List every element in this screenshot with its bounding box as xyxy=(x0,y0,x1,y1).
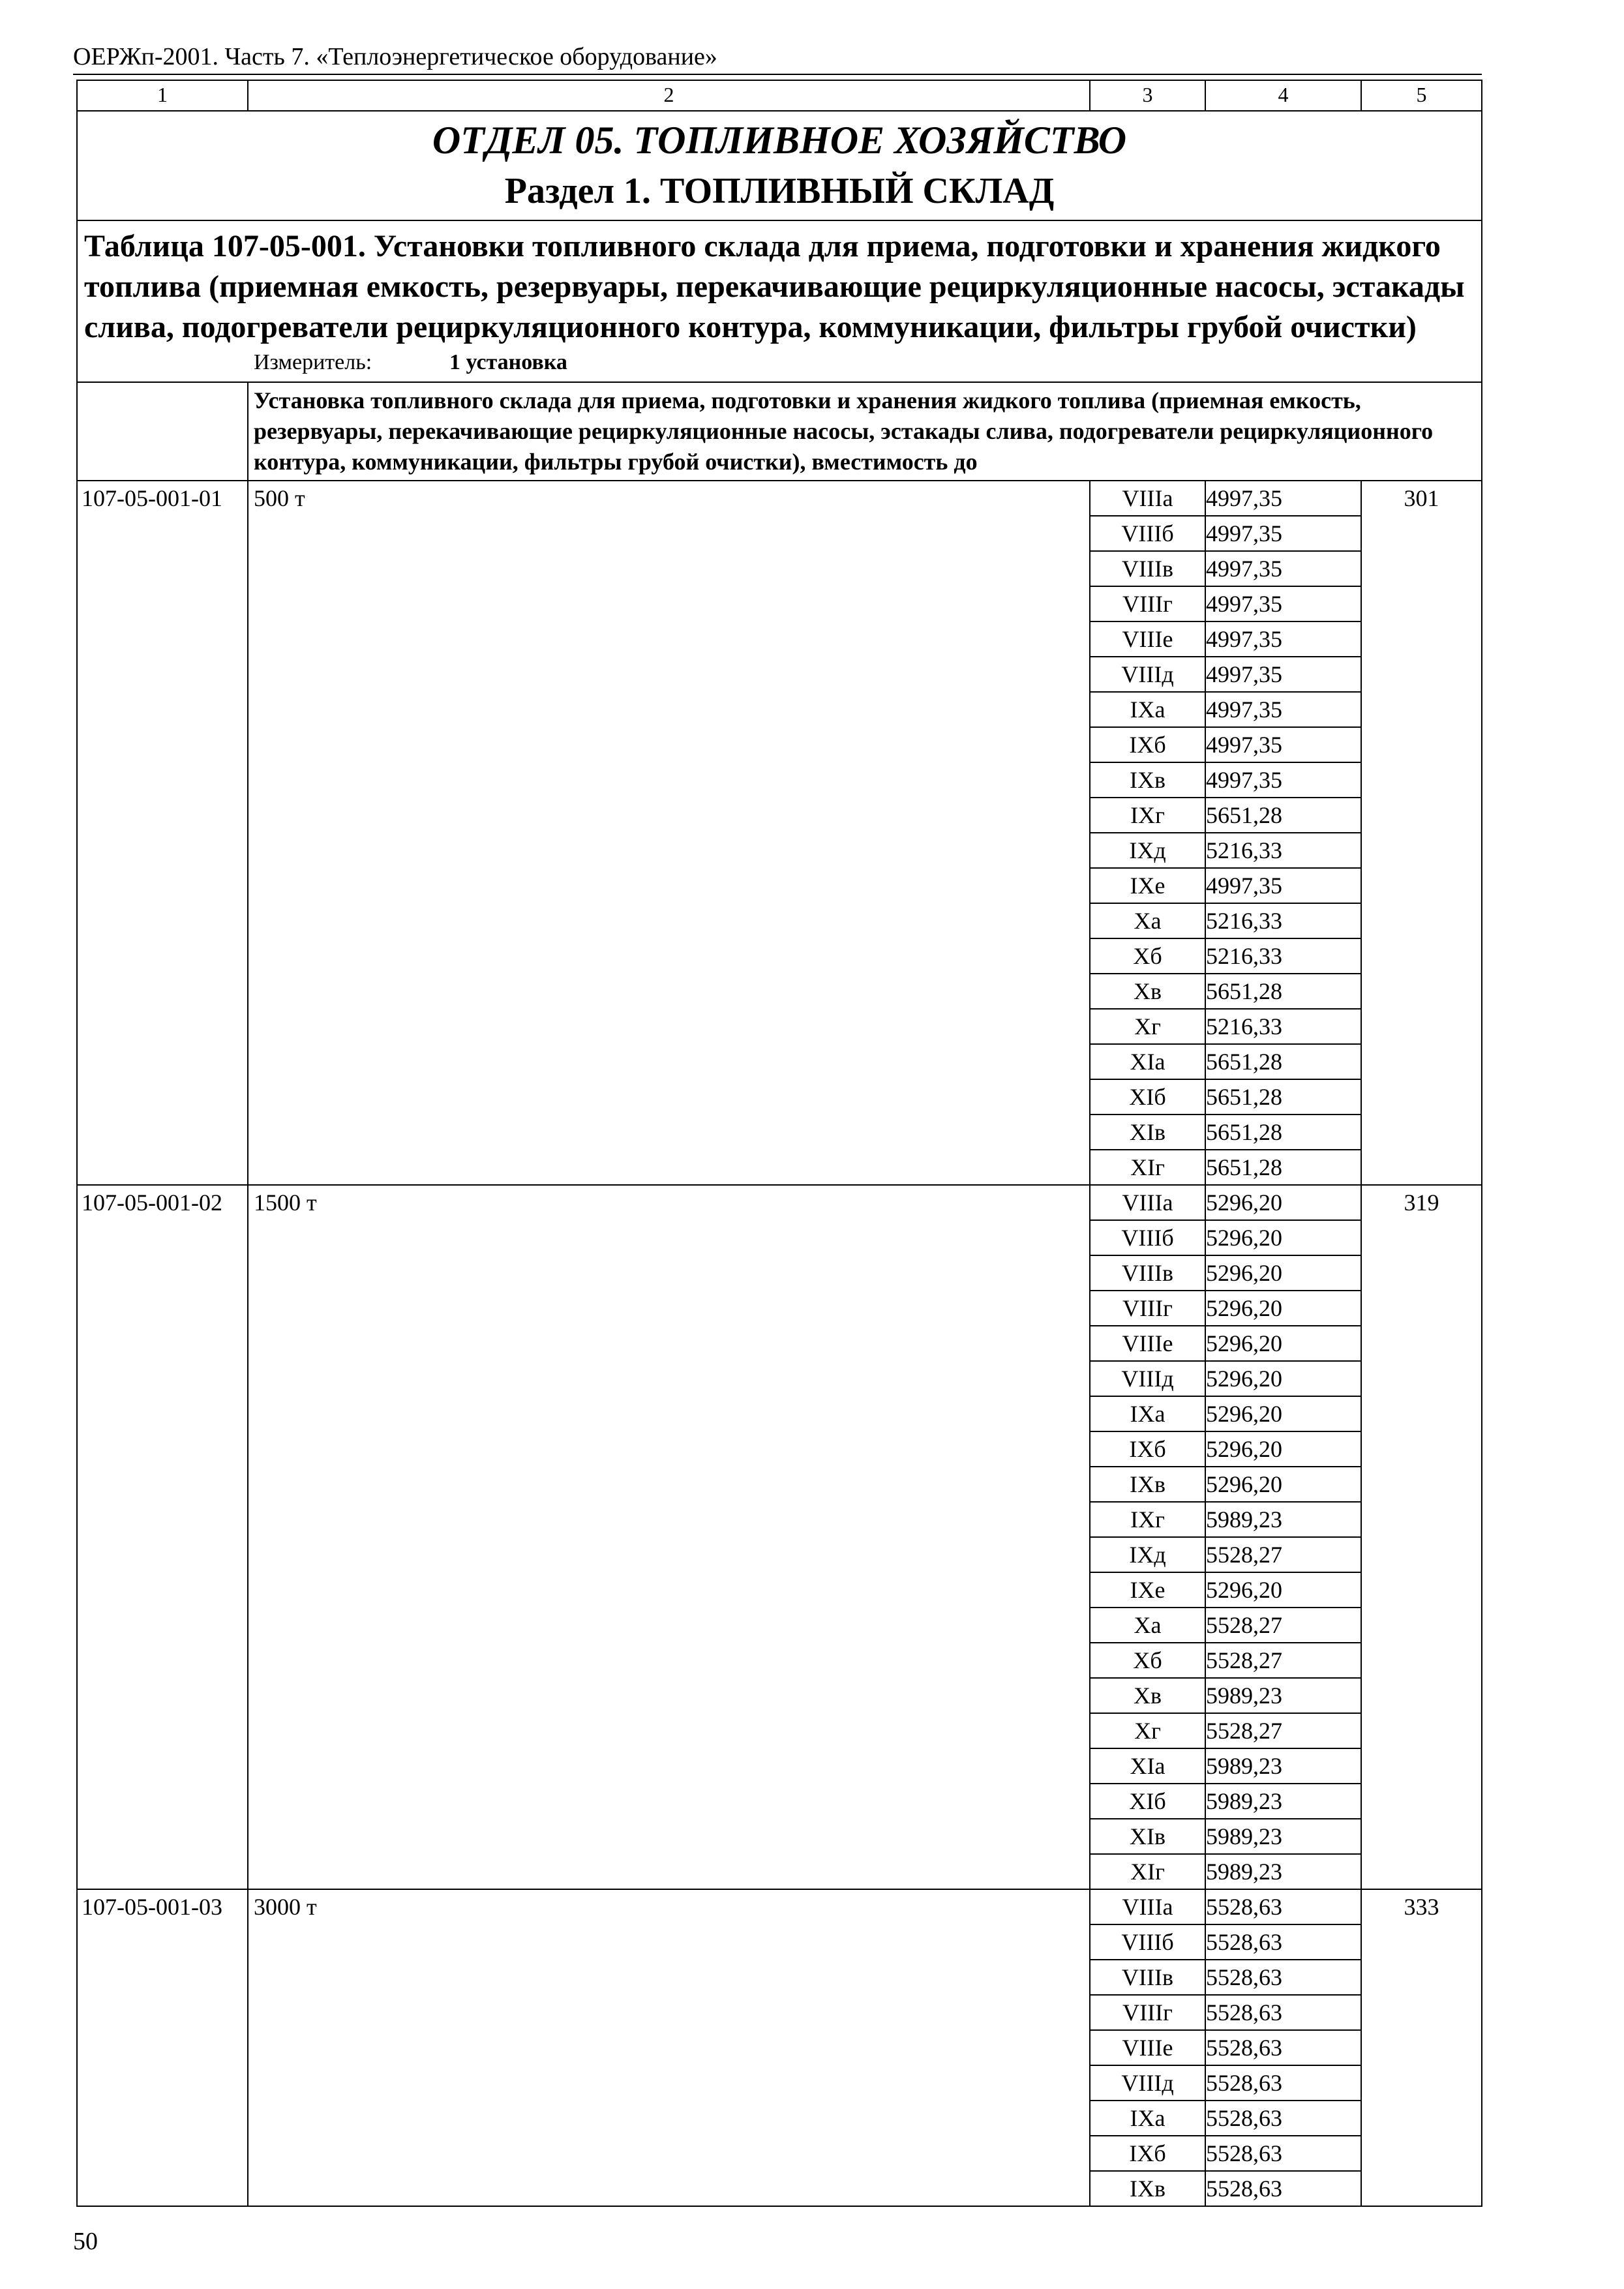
price-cell: 5528,63 xyxy=(1205,1995,1361,2030)
running-header: ОЕРЖп-2001. Часть 7. «Теплоэнергетическое оборудование» xyxy=(73,43,717,70)
price-cell: 4997,35 xyxy=(1205,481,1361,516)
zone-cell: IXа xyxy=(1090,1396,1205,1431)
price-cell: 5528,27 xyxy=(1205,1608,1361,1643)
description: Установка топливного склада для приема, подготовки и хранения жидкого топлива (приемная емкость, резервуары, перекачивающие рециркуляционные насосы, эстакады слива, подогреватели рециркуляционного контура, коммуникации, фильтры грубой очистки), вместимость до xyxy=(248,382,1482,481)
rate-code: 107-05-001-03 xyxy=(77,1889,248,2206)
column-number: 3 xyxy=(1090,80,1205,111)
price-cell: 5216,33 xyxy=(1205,833,1361,868)
zone-cell: IXа xyxy=(1090,2101,1205,2136)
price-cell: 5528,27 xyxy=(1205,1643,1361,1678)
zone-cell: XIв xyxy=(1090,1819,1205,1854)
column-number: 5 xyxy=(1361,80,1482,111)
zone-cell: XIв xyxy=(1090,1115,1205,1150)
rate-code: 107-05-001-01 xyxy=(77,481,248,1185)
price-cell: 5651,28 xyxy=(1205,974,1361,1009)
zone-cell: VIIIа xyxy=(1090,1889,1205,1924)
price-cell: 5296,20 xyxy=(1205,1467,1361,1502)
price-cell: 5296,20 xyxy=(1205,1572,1361,1608)
price-cell: 5651,28 xyxy=(1205,1115,1361,1150)
price-cell: 5651,28 xyxy=(1205,1150,1361,1185)
price-cell: 5528,63 xyxy=(1205,2171,1361,2206)
description-spacer xyxy=(77,382,248,481)
price-cell: 4997,35 xyxy=(1205,551,1361,586)
zone-cell: Xб xyxy=(1090,1643,1205,1678)
price-cell: 5651,28 xyxy=(1205,1044,1361,1079)
zone-cell: IXв xyxy=(1090,2171,1205,2206)
zone-cell: IXб xyxy=(1090,727,1205,762)
zone-cell: VIIIг xyxy=(1090,586,1205,621)
price-cell: 5528,63 xyxy=(1205,1960,1361,1995)
zone-cell: IXв xyxy=(1090,762,1205,798)
zone-cell: VIIIв xyxy=(1090,1255,1205,1291)
column-number: 4 xyxy=(1205,80,1361,111)
price-cell: 5528,63 xyxy=(1205,2030,1361,2065)
column-number-row xyxy=(77,80,1482,111)
zone-cell: VIIIе xyxy=(1090,621,1205,657)
table-row xyxy=(77,1889,1482,1924)
title-row xyxy=(77,111,1482,220)
zone-cell: Xв xyxy=(1090,974,1205,1009)
price-cell: 5216,33 xyxy=(1205,1009,1361,1044)
zone-cell: IXв xyxy=(1090,1467,1205,1502)
table-title-cell xyxy=(77,220,1482,382)
table-row xyxy=(77,1185,1482,1220)
measure-line xyxy=(254,348,1475,378)
zone-cell: VIIIб xyxy=(1090,516,1205,551)
price-cell: 5528,63 xyxy=(1205,1924,1361,1960)
price-cell: 4997,35 xyxy=(1205,586,1361,621)
zone-cell: XIг xyxy=(1090,1854,1205,1889)
price-cell: 4997,35 xyxy=(1205,657,1361,692)
zone-cell: Xа xyxy=(1090,1608,1205,1643)
table-title-row xyxy=(77,220,1482,382)
zone-cell: IXб xyxy=(1090,1431,1205,1467)
department-title: ОТДЕЛ 05. ТОПЛИВНОЕ ХОЗЯЙСТВО xyxy=(432,119,1127,162)
price-cell: 5651,28 xyxy=(1205,1079,1361,1115)
price-cell: 5216,33 xyxy=(1205,903,1361,938)
measure-label: Измеритель: xyxy=(254,350,372,374)
capacity-name: 500 т xyxy=(248,481,1090,1185)
title-cell xyxy=(77,111,1482,220)
zone-cell: XIа xyxy=(1090,1748,1205,1784)
price-cell: 4997,35 xyxy=(1205,692,1361,727)
capacity-name: 3000 т xyxy=(248,1889,1090,2206)
capacity-name: 1500 т xyxy=(248,1185,1090,1889)
zone-cell: VIIIе xyxy=(1090,2030,1205,2065)
price-cell: 5651,28 xyxy=(1205,798,1361,833)
zone-cell: IXб xyxy=(1090,2136,1205,2171)
page-number: 50 xyxy=(73,2228,98,2255)
zone-cell: IXе xyxy=(1090,1572,1205,1608)
price-cell: 5296,20 xyxy=(1205,1361,1361,1396)
price-cell: 5989,23 xyxy=(1205,1854,1361,1889)
price-cell: 5528,63 xyxy=(1205,1889,1361,1924)
zone-cell: Xв xyxy=(1090,1678,1205,1713)
zone-cell: VIIIе xyxy=(1090,1326,1205,1361)
price-cell: 5528,27 xyxy=(1205,1537,1361,1572)
zone-cell: Xа xyxy=(1090,903,1205,938)
table-title: Таблица 107-05-001. Установки топливного склада для приема, подготовки и хранения жидкого топлива (приемная емкость, резервуары, перекачивающие рециркуляционные насосы, эстакады слива, подогреватели рециркуляционного контура, коммуникации, фильтры грубой очистки) xyxy=(84,229,1465,344)
table-row xyxy=(77,481,1482,516)
price-cell: 5296,20 xyxy=(1205,1185,1361,1220)
column-number: 1 xyxy=(77,80,248,111)
zone-cell: XIб xyxy=(1090,1079,1205,1115)
price-cell: 4997,35 xyxy=(1205,762,1361,798)
section-title: Раздел 1. ТОПЛИВНЫЙ СКЛАД xyxy=(504,171,1055,211)
zone-cell: XIб xyxy=(1090,1784,1205,1819)
price-cell: 5989,23 xyxy=(1205,1784,1361,1819)
price-cell: 5296,20 xyxy=(1205,1326,1361,1361)
price-cell: 5296,20 xyxy=(1205,1255,1361,1291)
price-cell: 5989,23 xyxy=(1205,1502,1361,1537)
zone-cell: VIIIг xyxy=(1090,1291,1205,1326)
reference-number: 319 xyxy=(1361,1185,1482,1889)
price-cell: 5528,63 xyxy=(1205,2065,1361,2101)
zone-cell: VIIIг xyxy=(1090,1995,1205,2030)
zone-cell: VIIIа xyxy=(1090,1185,1205,1220)
reference-number: 333 xyxy=(1361,1889,1482,2206)
price-cell: 5296,20 xyxy=(1205,1431,1361,1467)
price-cell: 4997,35 xyxy=(1205,727,1361,762)
zone-cell: IXе xyxy=(1090,868,1205,903)
price-cell: 4997,35 xyxy=(1205,621,1361,657)
zone-cell: IXа xyxy=(1090,692,1205,727)
zone-cell: VIIIб xyxy=(1090,1924,1205,1960)
zone-cell: VIIIб xyxy=(1090,1220,1205,1255)
price-cell: 5296,20 xyxy=(1205,1220,1361,1255)
reference-number: 301 xyxy=(1361,481,1482,1185)
zone-cell: VIIIа xyxy=(1090,481,1205,516)
rate-code: 107-05-001-02 xyxy=(77,1185,248,1889)
price-cell: 5296,20 xyxy=(1205,1396,1361,1431)
price-cell: 5989,23 xyxy=(1205,1748,1361,1784)
price-cell: 5216,33 xyxy=(1205,938,1361,974)
price-cell: 5296,20 xyxy=(1205,1291,1361,1326)
zone-cell: VIIIв xyxy=(1090,1960,1205,1995)
measure-value: 1 установка xyxy=(449,350,567,374)
zone-cell: IXг xyxy=(1090,798,1205,833)
price-cell: 5528,27 xyxy=(1205,1713,1361,1748)
zone-cell: IXг xyxy=(1090,1502,1205,1537)
zone-cell: VIIIв xyxy=(1090,551,1205,586)
zone-cell: Xг xyxy=(1090,1009,1205,1044)
price-cell: 4997,35 xyxy=(1205,516,1361,551)
zone-cell: Xб xyxy=(1090,938,1205,974)
price-cell: 5528,63 xyxy=(1205,2101,1361,2136)
zone-cell: VIIIд xyxy=(1090,657,1205,692)
price-cell: 5528,63 xyxy=(1205,2136,1361,2171)
column-number: 2 xyxy=(248,80,1090,111)
rates-table xyxy=(76,80,1482,2207)
header-rule xyxy=(73,74,1482,75)
description-row xyxy=(77,382,1482,481)
zone-cell: XIа xyxy=(1090,1044,1205,1079)
zone-cell: XIг xyxy=(1090,1150,1205,1185)
price-cell: 5989,23 xyxy=(1205,1678,1361,1713)
price-cell: 5989,23 xyxy=(1205,1819,1361,1854)
zone-cell: VIIIд xyxy=(1090,1361,1205,1396)
zone-cell: IXд xyxy=(1090,1537,1205,1572)
price-cell: 4997,35 xyxy=(1205,868,1361,903)
zone-cell: IXд xyxy=(1090,833,1205,868)
zone-cell: VIIIд xyxy=(1090,2065,1205,2101)
zone-cell: Xг xyxy=(1090,1713,1205,1748)
